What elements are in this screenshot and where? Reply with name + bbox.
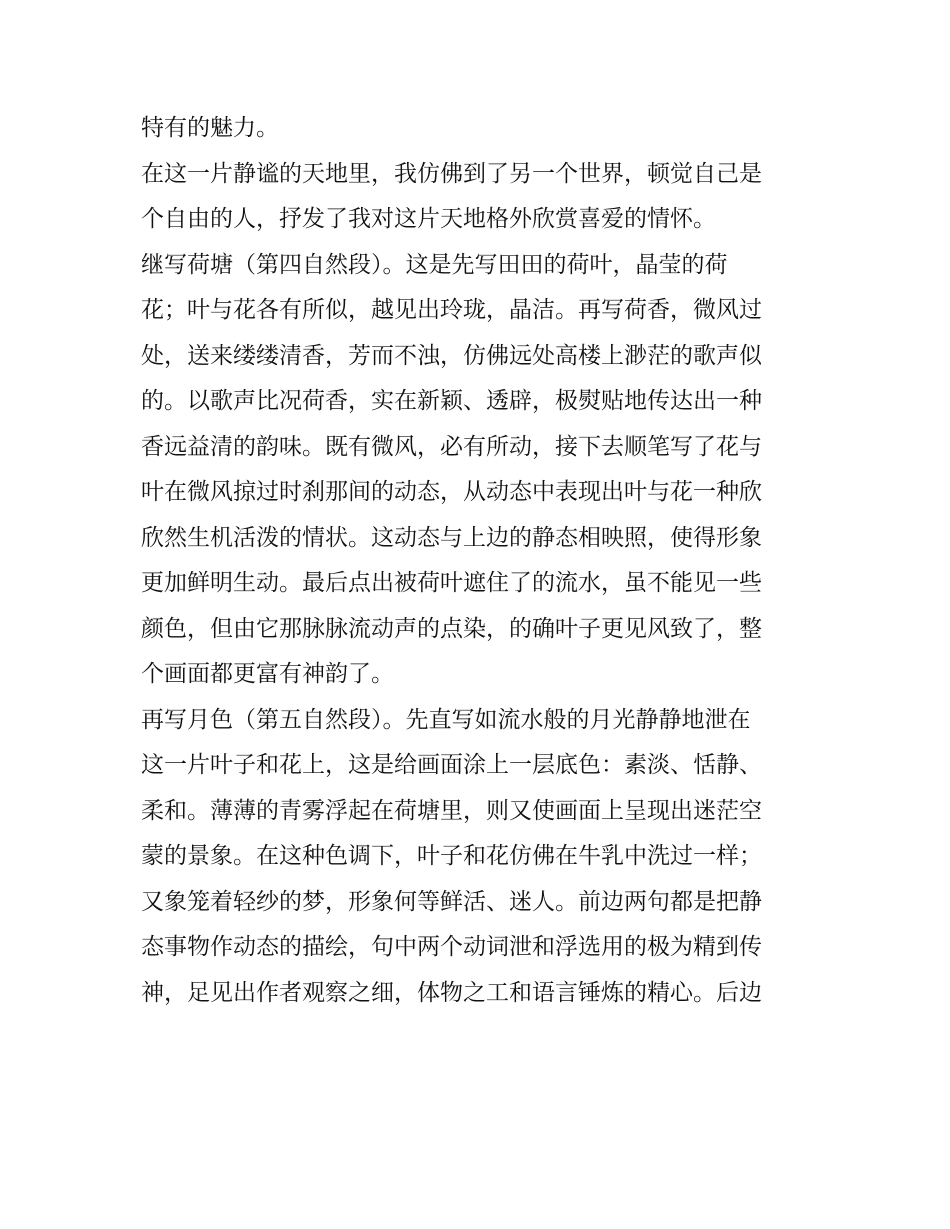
text-line: 特有的魅力。	[141, 115, 279, 141]
text-line: 个自由的人，抒发了我对这片天地格外欣赏喜爱的情怀。	[141, 206, 716, 232]
text-line: 再写月色（第五自然段）。先直写如流水般的月光静静地泄在	[141, 706, 751, 733]
text-line: 蒙的景象。在这种色调下，叶子和花仿佛在牛乳中洗过一样；	[141, 843, 762, 869]
text-line: 在这一片静谧的天地里，我仿佛到了另一个世界，顿觉自己是	[141, 160, 762, 187]
text-line: 更加鲜明生动。最后点出被荷叶遮住了的流水，虽不能见一些	[141, 570, 762, 596]
text-line: 叶在微风掠过时刹那间的动态，从动态中表现出叶与花一种欣	[141, 479, 762, 505]
text-line: 柔和。薄薄的青雾浮起在荷塘里，则又使画面上呈现出迷茫空	[141, 797, 762, 824]
body-text	[141, 106, 821, 1016]
text-line: 花；叶与花各有所似，越见出玲珑，晶洁。再写荷香，微风过	[141, 297, 762, 323]
text-line: 处，送来缕缕清香，芳而不浊，仿佛远处高楼上渺茫的歌声似	[141, 342, 762, 369]
text-line: 继写荷塘（第四自然段）。这是先写田田的荷叶，晶莹的荷	[141, 251, 728, 278]
text-line: 的。以歌声比况荷香，实在新颖、透辟，极熨贴地传达出一种	[141, 388, 762, 414]
text-line: 颜色，但由它那脉脉流动声的点染，的确叶子更见风致了，整	[141, 615, 762, 642]
text-line: 欣然生机活泼的情状。这动态与上边的静态相映照，使得形象	[141, 524, 762, 551]
text-line: 个画面都更富有神韵了。	[141, 661, 394, 687]
text-line: 态事物作动态的描绘，句中两个动词泄和浮选用的极为精到传	[141, 934, 762, 960]
text-line: 又象笼着轻纱的梦，形象何等鲜活、迷人。前边两句都是把静	[141, 888, 762, 915]
text-line: 香远益清的韵味。既有微风，必有所动，接下去顺笔写了花与	[141, 433, 762, 460]
text-line: 神，足见出作者观察之细，体物之工和语言锤炼的精心。后边	[141, 979, 762, 1006]
text-line: 这一片叶子和花上，这是给画面涂上一层底色：素淡、恬静、	[141, 752, 762, 778]
